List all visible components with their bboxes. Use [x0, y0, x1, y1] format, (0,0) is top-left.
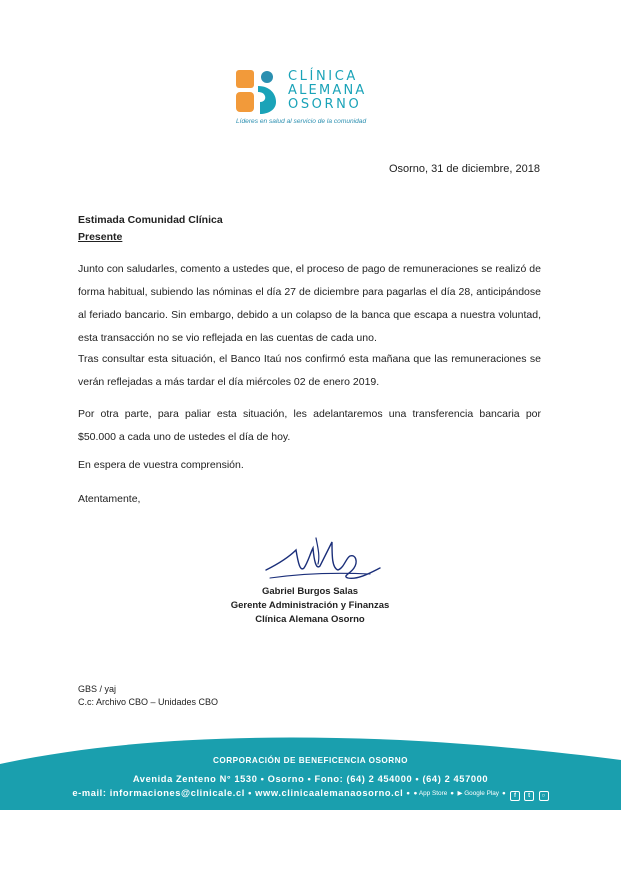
- presente-heading: Presente: [78, 231, 123, 243]
- footer-contact: [0, 788, 621, 801]
- logo-tagline: Líderes en salud al servicio de la comunidad: [236, 118, 367, 125]
- google-play-label: Google Play: [464, 790, 500, 797]
- signer-block: [180, 585, 440, 627]
- google-play-badge[interactable]: [457, 789, 499, 797]
- logo-line-alemana: ALEMANA: [288, 83, 367, 98]
- salutation: Estimada Comunidad Clínica: [78, 214, 223, 226]
- google-play-icon: ▶: [457, 790, 463, 797]
- handwritten-signature: [258, 528, 388, 588]
- footer-email-web: e-mail: informaciones@clinicale.cl • www.clinicaalemanaosorno.cl •: [72, 788, 411, 798]
- footer-separator: •: [450, 788, 458, 798]
- instagram-icon[interactable]: ○: [539, 791, 549, 801]
- facebook-icon[interactable]: f: [510, 791, 520, 801]
- salutation-block: [78, 212, 223, 246]
- twitter-icon[interactable]: t: [524, 791, 534, 801]
- logo-line-osorno: OSORNO: [288, 97, 362, 112]
- carbon-copy: C.c: Archivo CBO – Unidades CBO: [78, 697, 219, 707]
- footer-separator: •: [502, 788, 510, 798]
- reference-block: [78, 683, 218, 709]
- sign-off: Atentamente,: [78, 493, 141, 505]
- footer-corporation: CORPORACIÓN DE BENEFICENCIA OSORNO: [212, 756, 408, 765]
- paragraph-bank-confirmation: Tras consultar esta situación, el Banco Itaú nos confirmó esta mañana que las remuneraciones se verán reflejadas a más tardar el día miércoles 02 de enero 2019.: [78, 353, 541, 388]
- clinic-logo-wordmark: [288, 70, 398, 112]
- footer-band: [0, 730, 621, 810]
- apple-icon: ●: [413, 790, 418, 797]
- footer-address: Avenida Zenteno N° 1530 • Osorno • Fono: (64) 2 454000 • (64) 2 457000: [132, 774, 489, 784]
- signer-organization: Clínica Alemana Osorno: [255, 614, 365, 625]
- letter-date: Osorno, 31 de diciembre, 2018: [388, 163, 540, 175]
- app-store-label: App Store: [418, 790, 448, 797]
- paragraph-closing: En espera de vuestra comprensión.: [78, 459, 244, 471]
- clinic-logo-icon: [236, 68, 282, 116]
- app-store-badge[interactable]: [414, 790, 448, 797]
- signer-name: Gabriel Burgos Salas: [261, 586, 359, 597]
- clinic-logo: [236, 68, 396, 130]
- paragraph-payment-process: Junto con saludarles, comento a ustedes que, el proceso de pago de remuneraciones se realizó de forma habitual, subiendo las nóminas el día 27 de diciembre para pagarlas el día 28, anticipándose al feriado bancario. Sin embargo, debido a un colapso de la banca que escapa a nuestra voluntad, esta transacción no se vio reflejada en las cuentas de cada uno.: [78, 263, 541, 344]
- logo-line-clinica: CLÍNICA: [288, 69, 358, 84]
- signer-position: Gerente Administración y Finanzas: [230, 600, 390, 611]
- paragraph-advance-transfer: Por otra parte, para paliar esta situación, les adelantaremos una transferencia bancaria por $50.000 a cada uno de ustedes el día de hoy.: [78, 408, 541, 443]
- initials: GBS / yaj: [78, 684, 117, 694]
